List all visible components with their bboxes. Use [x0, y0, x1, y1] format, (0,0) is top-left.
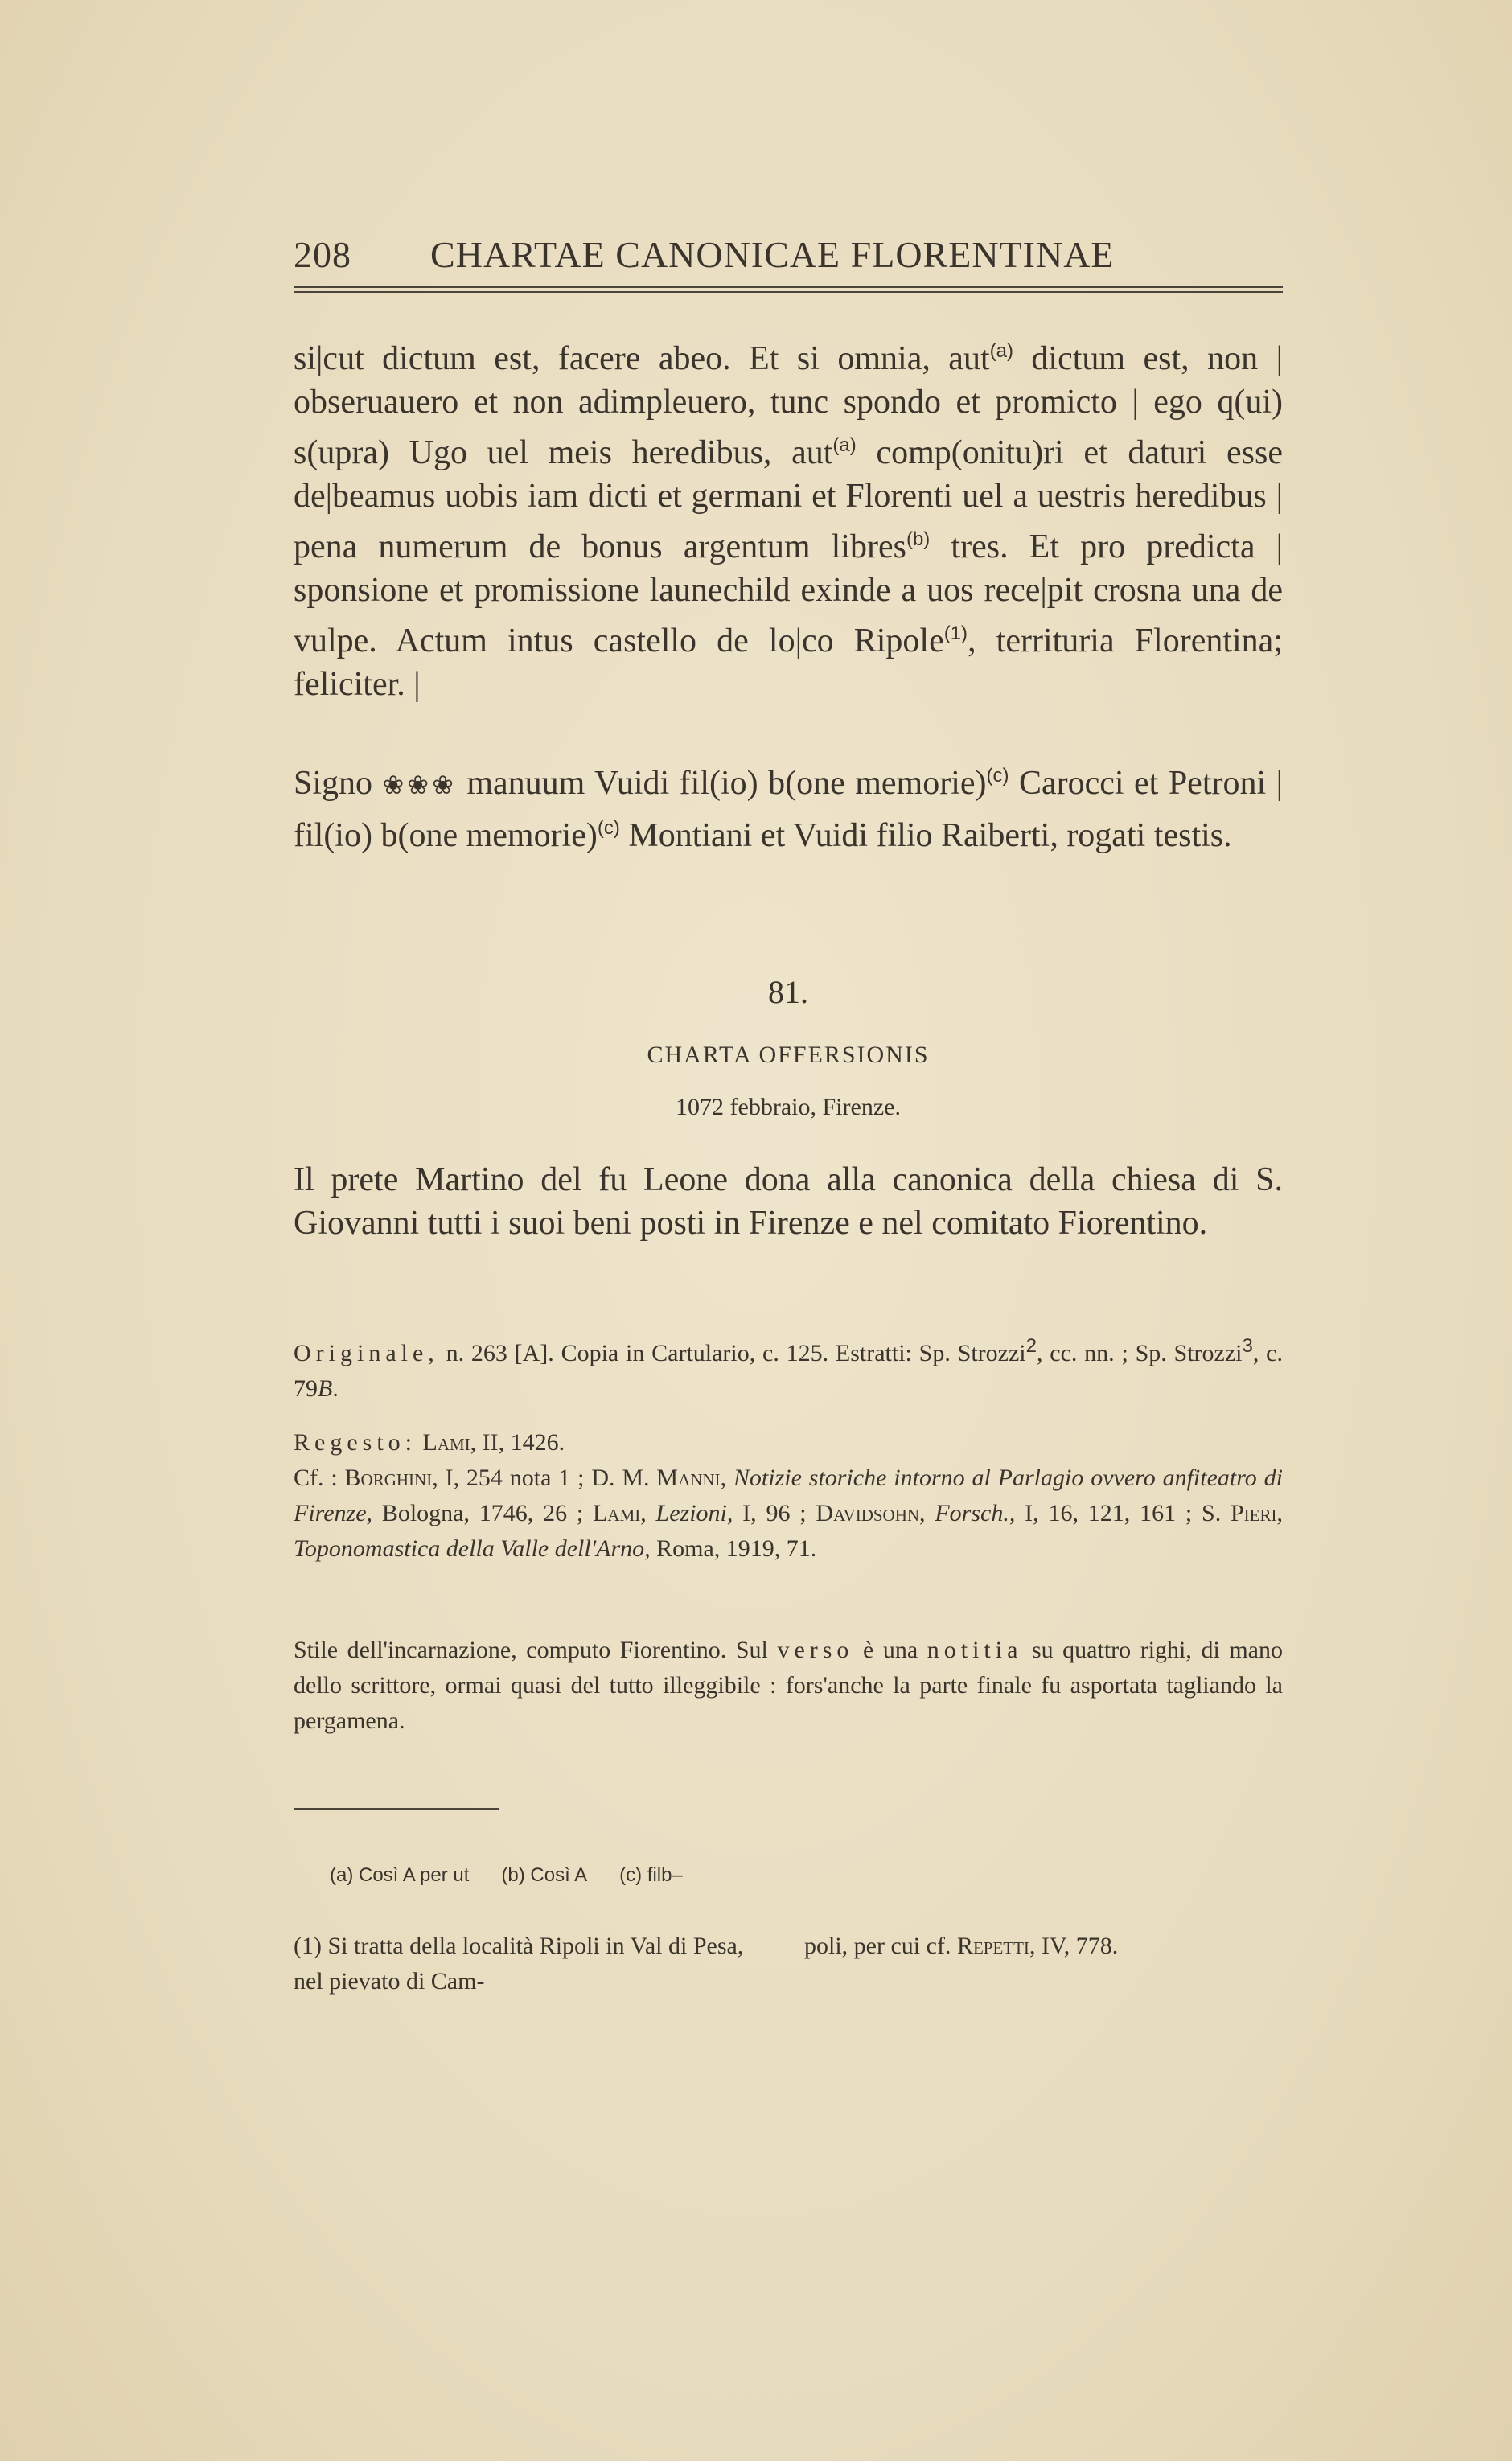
- text-segment: si|cut dictum est, facere abeo. Et si omnia, aut: [294, 340, 990, 377]
- author-name: Davidsohn: [816, 1500, 920, 1526]
- signum-icon: ❀❀❀: [382, 770, 457, 799]
- variant-note: (c) filb–: [619, 1864, 683, 1886]
- header-rule: [294, 286, 1283, 288]
- author-name: Manni: [656, 1465, 721, 1491]
- text-segment: Carocci et Petroni | fil(io) b(one memorie): [294, 765, 1284, 854]
- footnote-marker: (c): [597, 817, 620, 839]
- text-segment: è una: [853, 1637, 927, 1663]
- text-segment: notitia: [927, 1637, 1023, 1663]
- text-segment: ,: [640, 1500, 656, 1526]
- bibliography-note: [294, 1425, 1283, 1567]
- running-title: CHARTAE CANONICAE FLORENTINAE: [430, 234, 1115, 275]
- text-segment: poli, per cui cf.: [804, 1933, 957, 1959]
- text-segment: Stile dell'incarnazione, computo Fiorentino. Sul: [294, 1637, 778, 1663]
- footnote-marker: (a): [832, 434, 857, 456]
- text-segment: ,: [1276, 1500, 1284, 1526]
- text-segment: , territuria Florentina; feliciter. |: [294, 622, 1283, 703]
- footnote-marker: (c): [986, 765, 1009, 787]
- footnote-1-right: [804, 1929, 1287, 1964]
- text-segment: Bologna, 1746, 26 ;: [372, 1500, 594, 1526]
- superscript: 2: [1025, 1335, 1037, 1357]
- variant-note: (b) Così A: [501, 1864, 588, 1886]
- charter-text-paragraph: [294, 330, 1283, 706]
- text-segment: comp(onitu)ri et daturi esse de|beamus uobis iam dicti et germani et Florenti uel a uestris heredibus | pena numerum de bonus argentum libres: [294, 434, 1283, 565]
- footnote-marker: (a): [989, 340, 1013, 362]
- work-title: Forsch.,: [935, 1500, 1016, 1526]
- text-segment: , c. 79: [294, 1340, 1283, 1402]
- footnote-marker: (b): [906, 528, 931, 550]
- superscript: 3: [1242, 1335, 1253, 1357]
- text-segment: ,: [919, 1500, 935, 1526]
- footnote-rule: [294, 1808, 499, 1810]
- text-segment: tres. Et pro predicta | sponsione et promissione launechild exinde a uos rece|pit crosna una de vulpe. Actum intus castello de lo|co Ripole: [294, 528, 1283, 659]
- author-name: Borghini: [344, 1465, 433, 1491]
- text-segment: Cf. :: [294, 1465, 345, 1491]
- work-title: Notizie storiche intorno al Parlagio ovvero anfiteatro di Firenze,: [294, 1465, 1283, 1526]
- text-segment: Montiani et Vuidi filio Raiberti, rogati testis.: [619, 817, 1232, 854]
- text-segment: su quattro righi, di mano dello scrittore, ormai quasi del tutto illeggibile : fors'anche la parte finale fu asportata tagliando la pergamena.: [294, 1637, 1283, 1734]
- page-number: 208: [294, 234, 351, 275]
- text-segment: .: [332, 1375, 339, 1402]
- text-segment: dictum est, non | obseruauero et non adimpleuero, tunc spondo et promicto | ego q(ui) s(upra) Ugo uel meis heredibus, aut: [294, 340, 1283, 471]
- text-segment: , cc. nn. ; Sp. Strozzi: [1036, 1340, 1243, 1366]
- textual-variants: [330, 1864, 715, 1887]
- text-segment: I, 16, 121, 161 ; S.: [1015, 1500, 1231, 1526]
- text-segment: , IV, 778.: [1029, 1933, 1119, 1959]
- text-segment: n. 263 [A]. Copia in Cartulario, c. 125. Estratti: Sp. Strozzi: [438, 1340, 1026, 1366]
- text-segment: Signo: [294, 765, 373, 802]
- text-segment: , I, 254 nota 1 ; D. M.: [432, 1465, 657, 1491]
- variant-note: (a) Così A per ut: [330, 1864, 470, 1886]
- tradition-note: [294, 1329, 1283, 1407]
- witness-paragraph: [294, 754, 1283, 857]
- text-segment: Regesto:: [294, 1429, 417, 1456]
- author-name: Lami: [593, 1500, 641, 1526]
- header-rule-secondary: [294, 291, 1283, 293]
- work-title: Toponomastica della Valle dell'Arno,: [294, 1535, 651, 1562]
- author-name: Repetti: [956, 1933, 1029, 1959]
- document-date: 1072 febbraio, Firenze.: [676, 1094, 901, 1120]
- text-segment: manuum Vuidi fil(io) b(one memorie): [456, 765, 987, 802]
- text-segment: ,: [720, 1465, 733, 1491]
- footnote-marker: (1): [943, 622, 968, 644]
- dating-note: [294, 1633, 1283, 1739]
- text-segment: Roma, 1919, 71.: [650, 1535, 817, 1562]
- text-segment: I, 96 ;: [733, 1500, 816, 1526]
- text-segment: verso: [777, 1637, 854, 1663]
- document-number: 81.: [768, 974, 808, 1010]
- text-segment: Originale,: [294, 1340, 439, 1366]
- text-segment: Lami, II, 1426.: [422, 1429, 565, 1456]
- footnote-1-left: (1) Si tratta della località Ripoli in Val di Pesa, nel pievato di Cam-: [294, 1933, 744, 1995]
- work-title: Lezioni,: [655, 1500, 733, 1526]
- text-segment: B: [318, 1375, 333, 1402]
- author-name: Pieri: [1231, 1500, 1277, 1526]
- document-title: CHARTA OFFERSIONIS: [647, 1042, 930, 1068]
- document-summary: Il prete Martino del fu Leone dona alla canonica della chiesa di S. Giovanni tutti i suoi beni posti in Firenze e nel comitato Fiorentino.: [294, 1161, 1283, 1242]
